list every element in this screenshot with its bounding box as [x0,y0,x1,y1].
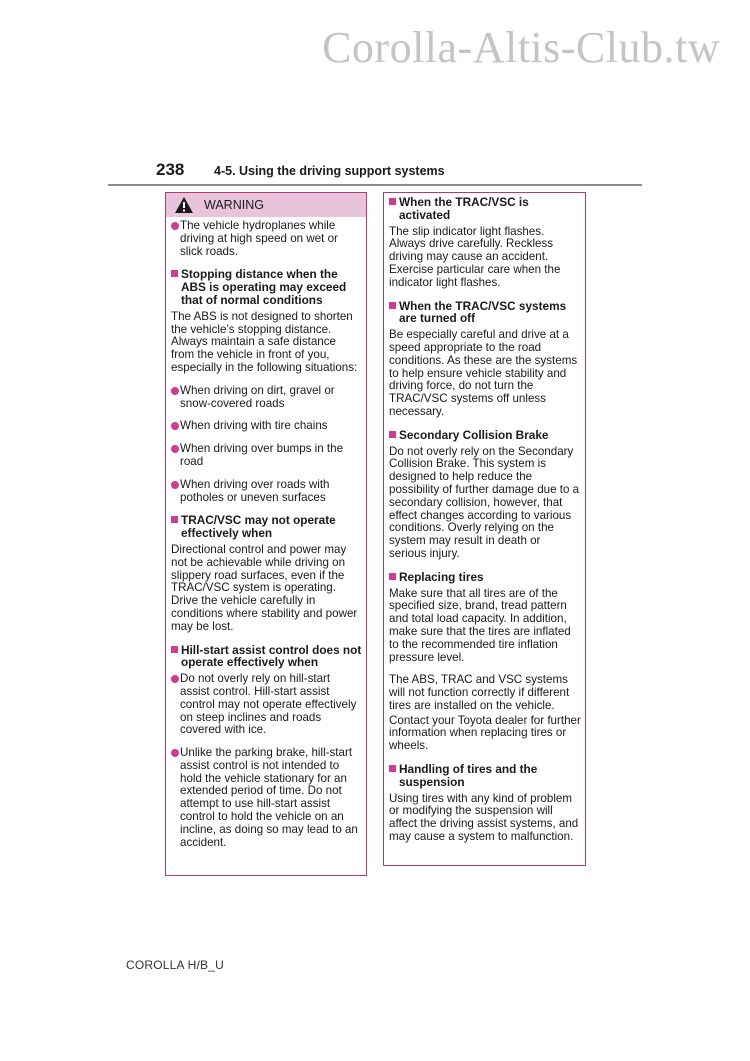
item-text: When driving on dirt, gravel or snow-covered roads [180,383,335,410]
bullet-dot-icon [171,749,179,757]
square-bullet-icon [171,516,178,523]
square-bullet-icon [389,431,396,438]
list-item [171,420,362,433]
paragraph: The ABS, TRAC and VSC systems will not function correctly if different tires are installed on the vehicle. [389,673,570,712]
list-item [171,673,362,737]
warning-box-right [383,192,586,866]
heading-text: TRAC/VSC may not operate effectively when [181,513,336,541]
bullet-dot-icon [171,481,179,489]
square-bullet-icon [171,646,178,653]
heading-text: When the TRAC/VSC systems are turned off [399,298,567,326]
paragraph: Using tires with any kind of problem or modifying the suspension will affect the driving assist systems, and may cause a system to malfunction. [389,791,579,844]
footer-model-code: COROLLA H/B_U [126,958,224,972]
bullet-dot-icon [171,387,179,395]
list-item [171,385,362,411]
warning-bar [166,193,366,217]
list-item [171,747,362,849]
heading-tires-suspension [389,763,581,789]
paragraph: Contact your Toyota dealer for further information when replacing tires or wheels. [389,713,581,753]
heading-text: Stopping distance when the ABS is operating may exceed that of normal conditions [181,267,347,307]
heading-text: Secondary Collision Brake [399,427,549,442]
paragraph: Directional control and power may not be achievable while driving on slippery road surfaces, even if the TRAC/VSC system is operating. Drive the vehicle carefully in conditions where stability and power may be lost. [171,542,358,633]
section-title: 4-5. Using the driving support systems [214,164,445,178]
item-text: Unlike the parking brake, hill-start assist control is not intended to hold the vehicle stationary for an extended period of time. Do not attempt to use hill-start assist control to hold the vehicle on an incline, as doing so may lead to an accident. [180,746,358,849]
item-text: When driving with tire chains [180,419,328,433]
bullet-dot-icon [171,422,179,430]
item-text: The vehicle hydroplanes while driving at high speed on wet or slick roads. [180,219,338,258]
heading-text: Handling of tires and the suspension [399,762,538,789]
heading-abs-stopping [171,268,362,306]
paragraph: The ABS is not designed to shorten the vehicle’s stopping distance. Always maintain a safe distance from the vehicle in front of you, especially in the following situations: [171,309,358,374]
list-item [171,479,362,505]
item-text: When driving over bumps in the road [180,442,344,468]
heading-hill-start [171,644,362,670]
heading-text: Replacing tires [399,569,484,584]
heading-text: Hill-start assist control does not operate effectively when [181,642,362,670]
square-bullet-icon [389,765,396,772]
bullet-dot-icon [171,445,179,453]
heading-tracvsc-off [389,300,581,326]
paragraph: Be especially careful and drive at a speed appropriate to the road conditions. As these are the systems to help ensure vehicle stability and driving force, do not turn the TRAC/VSC systems off unless necessary. [389,328,578,418]
warning-triangle-icon [174,196,194,214]
bullet-dot-icon [171,222,179,230]
page-header [108,160,642,186]
heading-tracvsc-ineffective [171,514,362,540]
warning-label: WARNING [204,198,264,212]
item-text: When driving over roads with potholes or uneven surfaces [180,477,330,504]
page-number: 238 [156,160,185,179]
bullet-dot-icon [171,675,179,683]
square-bullet-icon [171,270,178,277]
item-text: Do not overly rely on hill-start assist control. Hill-start assist control may not operate effectively on steep inclines and roads covered with ice. [180,672,357,737]
heading-text: When the TRAC/VSC is activated [399,195,529,222]
list-item [171,220,362,258]
heading-tracvsc-activated [389,196,581,222]
heading-replacing-tires [389,571,581,584]
warning-box-left [165,192,367,876]
paragraph: Make sure that all tires are of the specified size, brand, tread pattern and total load capacity. In addition, make sure that the tires are inflated to the recommended tire inflation pressure level. [389,586,571,664]
watermark: Corolla-Altis-Club.tw [322,23,720,72]
paragraph: The slip indicator light flashes. Always drive carefully. Reckless driving may cause an accident. Exercise particular care when the indicator light flashes. [389,224,561,289]
square-bullet-icon [389,302,396,309]
paragraph: Do not overly rely on the Secondary Collision Brake. This system is designed to help reduce the possibility of further damage due to a secondary collision, however, that effect changes according to various conditions. Overly relying on the system may result in death or serious injury. [389,444,580,560]
square-bullet-icon [389,198,396,205]
list-item [171,443,362,469]
square-bullet-icon [389,573,396,580]
heading-secondary-collision [389,429,581,442]
